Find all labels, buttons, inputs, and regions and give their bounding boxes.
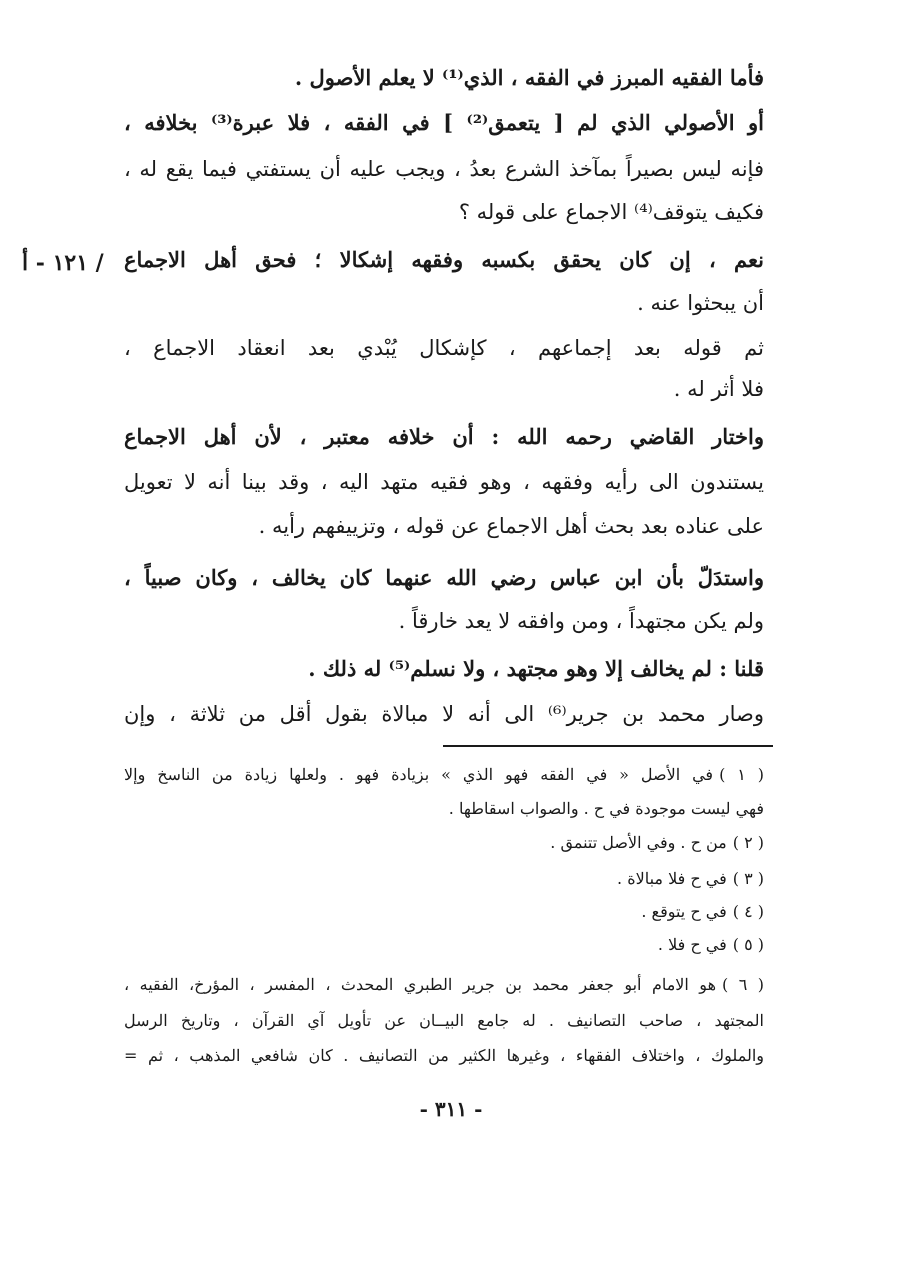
- body-line: فأما الفقيه المبرز في الفقه ، الذي⁽¹⁾ لا يعلم الأصول .: [294, 65, 764, 90]
- footnote-text: والملوك ، واختلاف الفقهاء ، وغيرها الكثير من التصانيف . كان شافعي المذهب ، ثم =: [124, 1046, 764, 1065]
- footnote-divider: [443, 745, 773, 747]
- body-line: فلا أثر له .: [673, 377, 764, 401]
- footnote-line: [124, 1043, 764, 1069]
- body-line: أو الأصولي الذي لم [ يتعمق⁽²⁾ ] في الفقه ، فلا عبرة⁽³⁾ بخلافه ،: [124, 110, 764, 135]
- footnote-number: ( ٥ ): [732, 935, 764, 954]
- footnote-number: ( ١ ): [719, 765, 764, 784]
- body-line: وصار محمد بن جرير⁽⁶⁾ الى أنه لا مبالاة بقول أقل من ثلاثة ، وإن: [124, 702, 764, 726]
- body-line: فكيف يتوقف⁽⁴⁾ الاجماع على قوله ؟: [458, 200, 764, 224]
- footnote-text: من ح . وفي الأصل تتنمق .: [550, 833, 727, 852]
- footnote-text: في ح يتوقع .: [641, 902, 727, 921]
- footnote-line: [124, 796, 764, 822]
- body-line: قلنا : لم يخالف إلا وهو مجتهد ، ولا نسلم⁽⁵⁾ له ذلك .: [308, 656, 764, 681]
- footnote-line: [124, 899, 764, 925]
- footnote-line: [124, 972, 764, 998]
- footnote-line: [124, 932, 764, 958]
- footnote-number: ( ٢ ): [732, 833, 764, 852]
- body-line: فإنه ليس بصيراً بمآخذ الشرع بعدُ ، ويجب عليه أن يستفتي فيما يقع له ،: [124, 157, 764, 181]
- footnote-number: ( ٤ ): [732, 902, 764, 921]
- footnote-text: في ح فلا .: [657, 935, 727, 954]
- footnote-number: ( ٦ ): [722, 975, 764, 994]
- footnote-number: ( ٣ ): [732, 869, 764, 888]
- footnote-text: في الأصل « في الفقه فهو الذي » بزيادة فهو . ولعلها زيادة من الناسخ وإلا: [124, 765, 714, 784]
- footnote-text: فهي ليست موجودة في ح . والصواب اسقاطها .: [448, 799, 764, 818]
- body-line: ثم قوله بعد إجماعهم ، كإشكال يُبْدي بعد انعقاد الاجماع ،: [124, 336, 764, 360]
- footnote-text: في ح فلا مبالاة .: [617, 869, 727, 888]
- margin-folio-note: / ١٢١ - أ: [22, 250, 104, 276]
- body-line: يستندون الى رأيه وفقهه ، وهو فقيه متهد اليه ، وقد بينا أنه لا تعويل: [124, 470, 764, 494]
- body-line: أن يبحثوا عنه .: [637, 291, 764, 315]
- footnote-text: المجتهد ، صاحب التصانيف . له جامع البيــان عن تأويل آي القرآن ، وتاريخ الرسل: [124, 1011, 764, 1030]
- body-line: ولم يكن مجتهداً ، ومن وافقه لا يعد خارقاً .: [398, 609, 764, 633]
- footnote-text: هو الامام أبو جعفر محمد بن جرير الطبري المحدث ، المفسر ، المؤرخ، الفقيه ،: [124, 975, 717, 994]
- body-line: على عناده بعد بحث أهل الاجماع عن قوله ، وتزييفهم رأيه .: [258, 514, 764, 538]
- footnote-line: [124, 866, 764, 892]
- page-number: - ٣١١ -: [419, 1097, 483, 1121]
- footnote-line: [124, 1008, 764, 1034]
- body-line: نعم ، إن كان يحقق بكسبه وفقهه إشكالا ؛ فحق أهل الاجماع: [124, 247, 764, 272]
- body-line: واستدَلّ بأن ابن عباس رضي الله عنهما كان يخالف ، وكان صبياً ،: [124, 565, 764, 590]
- footnote-line: [124, 830, 764, 856]
- body-line: واختار القاضي رحمه الله : أن خلافه معتبر ، لأن أهل الاجماع: [124, 424, 764, 449]
- footnote-line: [124, 762, 764, 788]
